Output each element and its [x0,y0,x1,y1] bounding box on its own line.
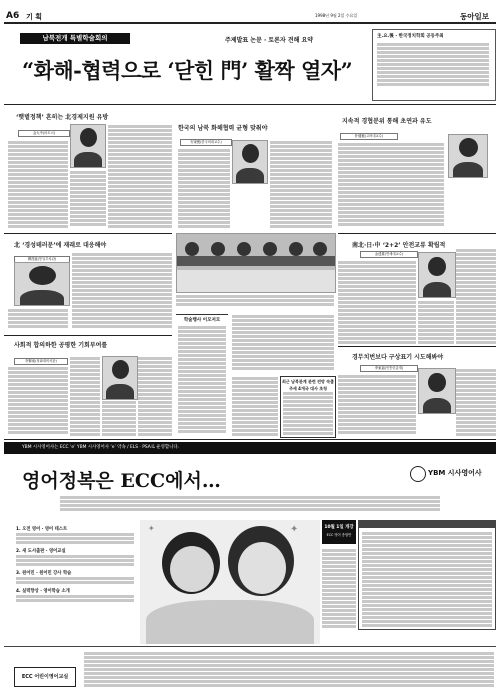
row-rule-left [4,233,172,234]
newspaper-name: 동아일보 [460,12,489,21]
article-title-1: ‘햇볕정책’ 흔히는 北경제지원 유방 [16,114,109,121]
page-number: A6 [6,11,20,21]
ybm-logo-icon [410,466,426,482]
news-box [280,376,336,438]
host-box [372,29,496,101]
ad-strip [4,442,496,454]
caption-7: 李東福(민통련총재) [360,365,418,372]
caption-2: 安秉俊(한국외대교수) [180,139,232,146]
article-title-7: 경무치번보다 구상표기 시도해봐야 [352,354,444,361]
ad-headline: 영어정복은 ECC에서… [22,470,221,492]
ecc-logo-text: ECC 어린이영어교실 [21,674,69,680]
ad-list [16,526,136,630]
ecc-logo [14,667,76,687]
main-headline: “화해‑협력으로 ‘닫힌 門’ 활짝 열자” [22,58,353,83]
event-box [322,520,356,544]
row-rule-right [338,233,496,234]
section-label: 기 획 [26,13,42,21]
event-box-title: 10월 1일 개강 [324,525,354,530]
row3-rule-right [338,346,496,347]
issue-date: 1998년 9월 2일 수요일 [315,13,358,18]
caption-1: 金大中(파트너) [18,130,70,137]
ad-children-photo [140,520,320,644]
event-banner [20,33,130,44]
conference-photo [176,233,336,293]
news-box-title: 최근 남북관계 관련 전망 속출 [282,379,334,384]
headline-rule [4,104,496,105]
article-title-5: 南北·日·中 ‘2+2’ 안전교류 확립적 [352,242,446,249]
news-box-sub: 주세 4개국 대사 초청 [289,386,327,391]
schedule-table [358,520,496,630]
ad-strip-text: YBM 시사영어사는 ECC ‘e’ YBM 시사영어사 ‘e’ 약속 / ELS · PSA로 운영합니다. [22,445,179,450]
portrait-photo-3 [448,134,488,178]
side-box [176,314,228,437]
article-title-6: 사회적 합의하한 공평한 기회부여를 [14,342,108,349]
article-title-4: 北 ‘경성테러문’에 재래로 대응해야 [14,242,107,249]
row3-rule-left [4,335,172,336]
ad-brand-right-text: YBM 시사영어사 [428,469,482,477]
ad-brand-right [410,464,496,484]
ad-top-rule [4,439,496,440]
side-box-title: 학술행사 이모저모 [183,318,221,323]
event-box-sub: ECC 영어 종합반 [326,533,352,537]
portrait-photo-4 [14,262,70,306]
summary-label: 주제발표 논문 · 토론자 견해 요약 [225,37,314,44]
host-title: 主.요.後 · 한국정치학회 공동주최 [377,34,444,39]
caption-3: 朴健稙(고려대교수) [340,133,398,140]
header-rule [4,22,496,24]
ad-list-item: 2. 새 도서출판 · 영어교실 [16,549,66,554]
ad-footer [4,646,496,691]
caption-5: 金達重(연세대교수) [360,251,418,258]
caption-6: 朴賢東(청와대비서관) [14,358,68,365]
article-title-3: 지속적 경협분위 통해 초연과 유도 [342,118,432,125]
caption-4: 柳昌鉉(통일부차관) [14,256,70,263]
star-icon: ✦ [290,524,299,535]
portrait-photo-1 [70,124,106,168]
portrait-photo-6 [102,356,138,400]
portrait-photo-5 [418,252,456,298]
portrait-photo-7 [418,368,456,414]
article-title-2: 한국의 남북 화해협력 균형 맞춰야 [178,125,268,132]
ad-list-item: 4. 실력향상 · 영어학습 소개 [16,589,70,594]
portrait-photo-2 [232,140,268,184]
star-icon: ✦ [148,524,155,533]
event-banner-text: 남북전개 특별학술회의 [42,34,108,42]
ad-list-item: 3. 원어민 · 원어민 강사 학습 [16,571,72,576]
ad-list-item: 1. 오전 영어 · 영어 테스트 [16,527,68,532]
